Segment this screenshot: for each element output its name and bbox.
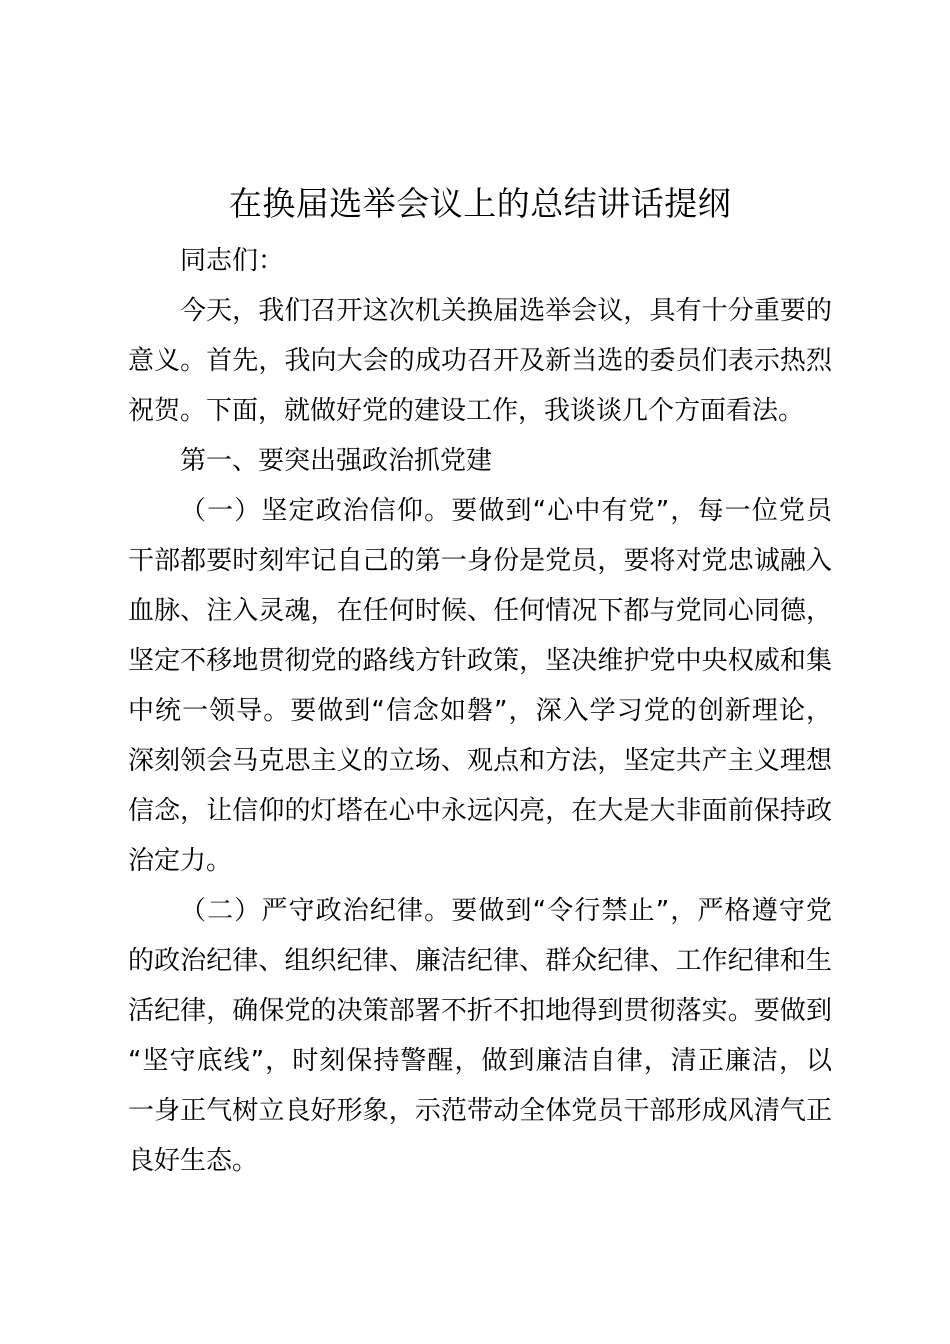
- text-line: 血脉、注入灵魂，在任何时候、任何情况下都与党同心同德，: [128, 596, 832, 626]
- section-heading: [128, 436, 832, 486]
- text-line: 活纪律，确保党的决策部署不折不扣地得到贯彻落实。要做到: [128, 996, 832, 1026]
- text-line: 一身正气树立良好形象，示范带动全体党员干部形成风清气正: [128, 1096, 832, 1126]
- section-heading-text: 第一、要突出强政治抓党建: [180, 446, 493, 476]
- text-line: 祝贺。下面，就做好党的建设工作，我谈谈几个方面看法。: [128, 396, 805, 426]
- text-line: （一）坚定政治信仰。要做到“心中有党”，每一位党员: [180, 496, 832, 526]
- document-title: 在换届选举会议上的总结讲话提纲: [228, 184, 732, 223]
- text-line: 坚定不移地贯彻党的路线方针政策，坚决维护党中央权威和集: [128, 646, 832, 676]
- paragraph-opening: [128, 286, 832, 436]
- text-line: 深刻领会马克思主义的立场、观点和方法，坚定共产主义理想: [128, 746, 832, 776]
- paragraph-political-belief: [128, 486, 832, 886]
- text-line: 今天，我们召开这次机关换届选举会议，具有十分重要的: [180, 296, 832, 326]
- text-line: “坚守底线”，时刻保持警醒，做到廉洁自律，清正廉洁，以: [128, 1046, 832, 1076]
- text-line: 信念，让信仰的灯塔在心中永远闪亮，在大是大非面前保持政: [128, 796, 832, 826]
- text-line: 治定力。: [128, 846, 233, 876]
- text-line: 的政治纪律、组织纪律、廉洁纪律、群众纪律、工作纪律和生: [128, 946, 832, 976]
- text-line: 中统一领导。要做到“信念如磐”，深入学习党的创新理论，: [128, 696, 832, 726]
- text-line: 干部都要时刻牢记自己的第一身份是党员，要将对党忠诚融入: [128, 546, 832, 576]
- text-line: （二）严守政治纪律。要做到“令行禁止”，严格遵守党: [180, 896, 832, 926]
- text-line: 良好生态。: [128, 1146, 259, 1176]
- text-line: 意义。首先，我向大会的成功召开及新当选的委员们表示热烈: [128, 346, 832, 376]
- salutation: 同志们：: [180, 246, 285, 276]
- paragraph-political-discipline: [128, 886, 832, 1186]
- document-body: [128, 236, 832, 1186]
